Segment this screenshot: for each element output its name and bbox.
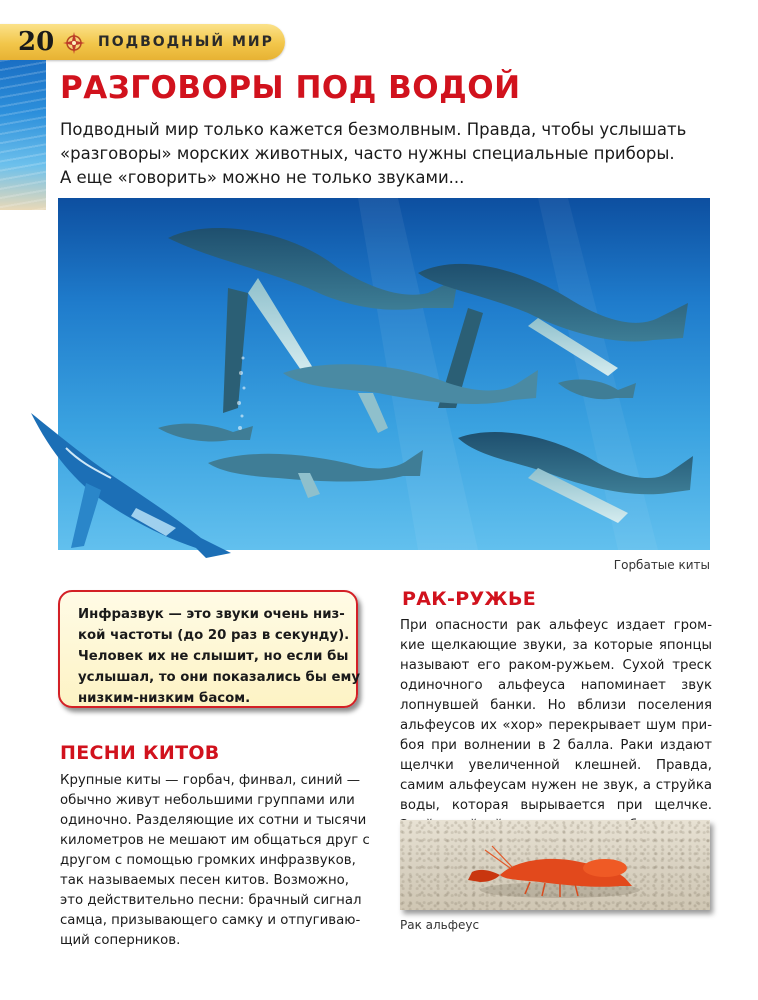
- text-line: лопнувшей банки. Но вблизи поселения: [400, 698, 712, 713]
- pistol-shrimp-text: [400, 616, 712, 836]
- whale-shape: [558, 379, 636, 399]
- note-line: услышал, то они показались бы ему: [78, 670, 361, 685]
- text-line: щелчки увеличенной клешней. Правда,: [400, 758, 712, 773]
- intro-line: «разговоры» морских животных, часто нужны специальные приборы.: [60, 144, 675, 163]
- note-line: Инфразвук — это звуки очень низ-: [78, 607, 345, 622]
- text-line: боя при волнении в 2 балла. Раки издают: [400, 738, 712, 753]
- text-line: километров не мешают им общаться друг с: [60, 833, 370, 848]
- whales-caption: Горбатые киты: [613, 558, 710, 572]
- text-line: альфеусов их «хор» перекрывает шум при-: [400, 718, 712, 733]
- text-line: самим альфеусам нужен не звук, а струйка: [400, 778, 712, 793]
- page-number: 20: [18, 27, 55, 57]
- pistol-shrimp-photo: [400, 820, 710, 910]
- intro-line: Подводный мир только кажется безмолвным. Правда, чтобы услышать: [60, 120, 687, 139]
- text-line: воды, которая вырывается при щелчке.: [400, 798, 712, 813]
- text-line: самца, призывающего самку и отпугиваю-: [60, 913, 361, 928]
- whale-songs-heading: ПЕСНИ КИТОВ: [60, 742, 220, 764]
- text-line: кие щелкающие звуки, за которые японцы: [400, 638, 712, 653]
- infrasound-note: [58, 590, 361, 708]
- whale-songs-text: [60, 771, 370, 951]
- note-line: Человек их не слышит, но если бы: [78, 649, 349, 664]
- pistol-shrimp-heading: РАК-РУЖЬЕ: [402, 588, 537, 610]
- note-line: низким-низким басом.: [78, 691, 251, 706]
- page-title: РАЗГОВОРЫ ПОД ВОДОЙ: [60, 70, 521, 106]
- water-decor-strip: [0, 60, 46, 210]
- whale-illustration: [26, 408, 236, 568]
- intro-paragraph: [60, 118, 720, 190]
- note-line: кой частоты (до 20 раз в секунду).: [78, 628, 350, 643]
- compass-rose-icon: [62, 31, 86, 55]
- text-line: При опасности рак альфеус издает гром-: [400, 618, 712, 633]
- text-line: так называемых песен китов. Возможно,: [60, 873, 350, 888]
- text-line: Крупные киты — горбач, финвал, синий —: [60, 773, 361, 788]
- intro-line: А еще «говорить» можно не только звуками...: [60, 168, 465, 187]
- whale-shape: [208, 450, 423, 498]
- text-line: другом с помощью громких инфразвуков,: [60, 853, 356, 868]
- text-line: щий соперников.: [60, 933, 181, 948]
- text-line: одиночного альфеуса напоминает звук: [400, 678, 712, 693]
- text-line: называют его раком-ружьем. Сухой треск: [400, 658, 712, 673]
- pistol-shrimp-caption: Рак альфеус: [400, 918, 480, 932]
- text-line: одиночно. Разделяющие их сотни и тысячи: [60, 813, 367, 828]
- text-line: это действительно песни: брачный сигнал: [60, 893, 362, 908]
- section-name: ПОДВОДНЫЙ МИР: [98, 34, 274, 50]
- text-line: обычно живут небольшими группами или: [60, 793, 355, 808]
- whale-shape: [458, 432, 693, 523]
- note-text: [78, 604, 361, 709]
